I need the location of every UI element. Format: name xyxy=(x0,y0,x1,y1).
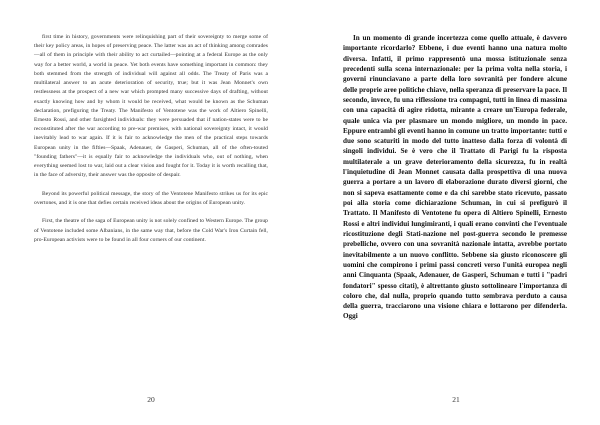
page-number: 21 xyxy=(452,395,460,404)
left-page-body xyxy=(34,33,268,245)
paragraph: First, the theatre of the saga of European unity is not solely confined to Western Europe. The group of Ventotene included some Albanians, in the same way that, before the Cold War's Iron Curtain fell, pro-European activists were to be found in all four corners of our continent. xyxy=(34,218,268,243)
paragraph: first time in history, governments were relinquishing part of their sovereignty to merge some of their key policy areas, in hopes of preserving peace. The latter was an act of thinking among comrades—all of them in principle with their ability to act curtailed—pointing at a federal Europe as the only way for a better world, a world in peace. Yet both events have something important in common: they both stemmed from the strength of individual will against all odds. The Treaty of Paris was a multilateral answer to an acute deterioration of security, true; but it was Jean Monnet's own restlessness at the prospect of a new war which prompted many successive days of drafting, without exactly knowing how and by whom it would be received, what would be known as the Schuman declaration, prefiguring the Treaty. The Manifesto of Ventotene was the work of Altiero Spinelli, Ernesto Rossi, and other farsighted individuals: they were persuaded that if nation-states were to be reconstituted after the war according to pre-war premises, with national sovereignty intact, it would inevitably lead to war again. If it is fair to acknowledge the men of the practical steps towards European unity in the fifties—Spaak, Adenauer, de Gasperi, Schuman, all of the often-touted "founding fathers"—it is equally fair to acknowledge the individuals who, out of nothing, when everything seemed lost to war, laid out a clear vision and fought for it. Today it is worth recalling that, in the face of adversity, their answer was the opposite of despair. xyxy=(34,34,268,179)
paragraph: Beyond its powerful political message, the story of the Ventotene Manifesto strikes us for its epic overtones, and it is one that defies certain received ideas about the origins of European unity. xyxy=(34,190,268,206)
right-page xyxy=(300,0,600,425)
paragraph: In un momento di grande incertezza come quello attuale, è davvero importante ricordarlo? Ebbene, i due eventi hanno una natura molto diversa. Infatti, il primo rappresentò una mossa istituzionale senza precedenti sulla scena internazionale: per la prima volta nella storia, i governi rinunciavano a parte della loro sovranità per fondere alcune delle proprie aree politiche chiave, nella speranza di preservare la pace. Il secondo, invece, fu una riflessione tra compagni, tutti in linea di massima con una capacità di agire ridotta, mirante a creare un'Europa federale, quale unica via per plasmare un mondo migliore, un mondo in pace. Eppure entrambi gli eventi hanno in comune un tratto importante: tutti e due sono scaturiti in modo del tutto inatteso dalla forza di volontà di singoli individui. Se è vero che il Trattato di Parigi fu la risposta multilaterale a un grave deterioramento della sicurezza, fu in realtà l'inquietudine di Jean Monnet causata dalla prospettiva di una nuova guerra a portare a un lavoro di elaborazione durato diversi giorni, che non si sapeva esattamente come e da chi sarebbe stato ricevuto, passato poi alla storia come dichiarazione Schuman, in cui si prefigurò il Trattato. Il Manifesto di Ventotene fu opera di Altiero Spinelli, Ernesto Rossi e altri individui lungimiranti, i quali erano convinti che l'eventuale ricostituzione degli Stati-nazione nel post-guerra secondo le premesse prebelliche, ovvero con una sovranità nazionale intatta, avrebbe portato inevitabilmente a un nuovo conflitto. Sebbene sia giusto riconoscere gli uomini che compirono i primi passi concreti verso l'unità europea negli anni Cinquanta (Spaak, Adenauer, de Gasperi, Schuman e tutti i "padri fondatori" spesso citati), è altrettanto giusto sottolineare l'importanza di coloro che, dal nulla, proprio quando tutto sembrava perduto a causa della guerra, tracciarono una visione chiara e lottarono per difenderla. Oggi xyxy=(343,34,567,321)
right-page-body xyxy=(343,33,567,322)
page-number: 20 xyxy=(147,395,155,404)
